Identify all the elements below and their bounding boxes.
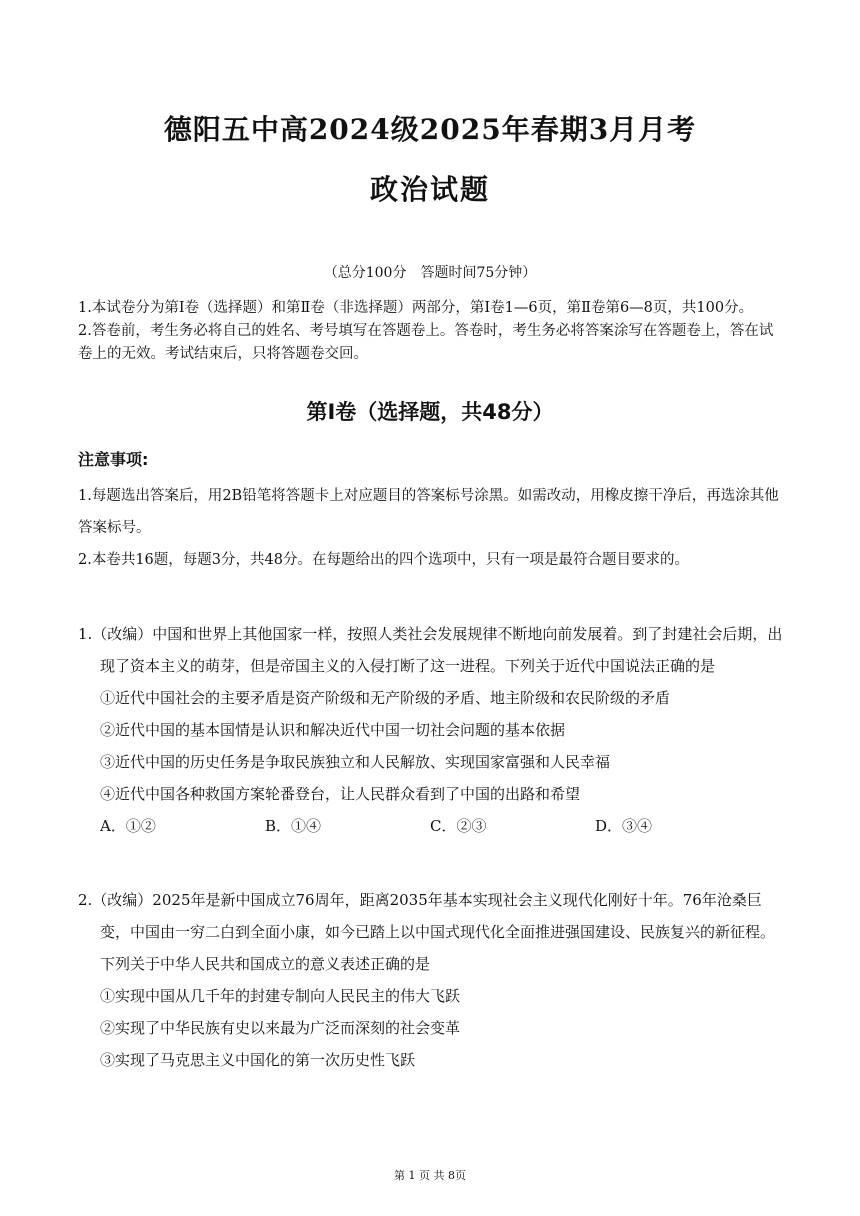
page-title: 德阳五中高2024级2025年春期3月月考 (163, 113, 697, 146)
page-footer: 第 1 页 共 8页 (394, 1169, 466, 1182)
choice-b: B．①④ (265, 817, 322, 835)
question-stem: 2.（改编）2025年是新中国成立76周年，距离2035年基本实现社会主义现代化刚好十年。76年沧桑巨变，中国由一穷二白到全面小康，如今已踏上以中国式现代化全面推进强国建设、民族复兴的新征程。下列关于中华人民共和国成立的意义表述正确的是 (78, 891, 776, 973)
question-option: ③实现了马克思主义中国化的第一次历史性飞跃 (100, 1051, 416, 1069)
choice-a: A．①② (100, 817, 156, 835)
question-option: ①近代中国社会的主要矛盾是资产阶级和无产阶级的矛盾、地主阶级和农民阶级的矛盾 (100, 689, 671, 707)
question-option: ②近代中国的基本国情是认识和解决近代中国一切社会问题的基本依据 (100, 721, 566, 739)
answer-choices (78, 810, 788, 842)
question-option: ①实现中国从几千年的封建专制向人民民主的伟大飞跃 (100, 987, 461, 1005)
notice-item: 2.本卷共16题，每题3分，共48分。在每题给出的四个选项中，只有一项是最符合题目要求的。 (78, 552, 689, 568)
choice-c: C．②③ (430, 817, 487, 835)
notice-heading: 注意事项: (78, 450, 149, 469)
choice-d: D．③④ (595, 817, 653, 835)
question-option: ③近代中国的历史任务是争取民族独立和人民解放、实现国家富强和人民幸福 (100, 753, 611, 771)
score-time-line: （总分100分 答题时间75分钟） (323, 265, 537, 281)
instruction-item: 1.本试卷分为第Ⅰ卷（选择题）和第Ⅱ卷（非选择题）两部分，第Ⅰ卷1—6页，第Ⅱ卷第6—8页，共100分。 (78, 300, 754, 316)
question-option: ②实现了中华民族有史以来最为广泛而深刻的社会变革 (100, 1019, 461, 1037)
exam-instructions (78, 297, 783, 366)
question-stem: 1.（改编）中国和世界上其他国家一样，按照人类社会发展规律不断地向前发展着。到了封建社会后期，出现了资本主义的萌芽，但是帝国主义的入侵打断了这一进程。下列关于近代中国说法正确的是 (78, 625, 783, 675)
instruction-item: 2.答卷前，考生务必将自己的姓名、考号填写在答题卷上。答卷时，考生务必将答案涂写在答题卷上，答在试卷上的无效。考试结束后，只将答题卷交回。 (78, 323, 774, 362)
page-subtitle: 政治试题 (369, 173, 490, 206)
question-1 (78, 618, 788, 842)
question-2 (78, 884, 788, 1076)
question-option: ④近代中国各种救国方案轮番登台，让人民群众看到了中国的出路和希望 (100, 785, 581, 803)
section-title: 第Ⅰ卷（选择题，共48分） (306, 400, 554, 424)
notice-list (78, 480, 783, 576)
notice-item: 1.每题选出答案后，用2B铅笔将答题卡上对应题目的答案标号涂黑。如需改动，用橡皮擦干净后，再选涂其他答案标号。 (78, 488, 779, 536)
